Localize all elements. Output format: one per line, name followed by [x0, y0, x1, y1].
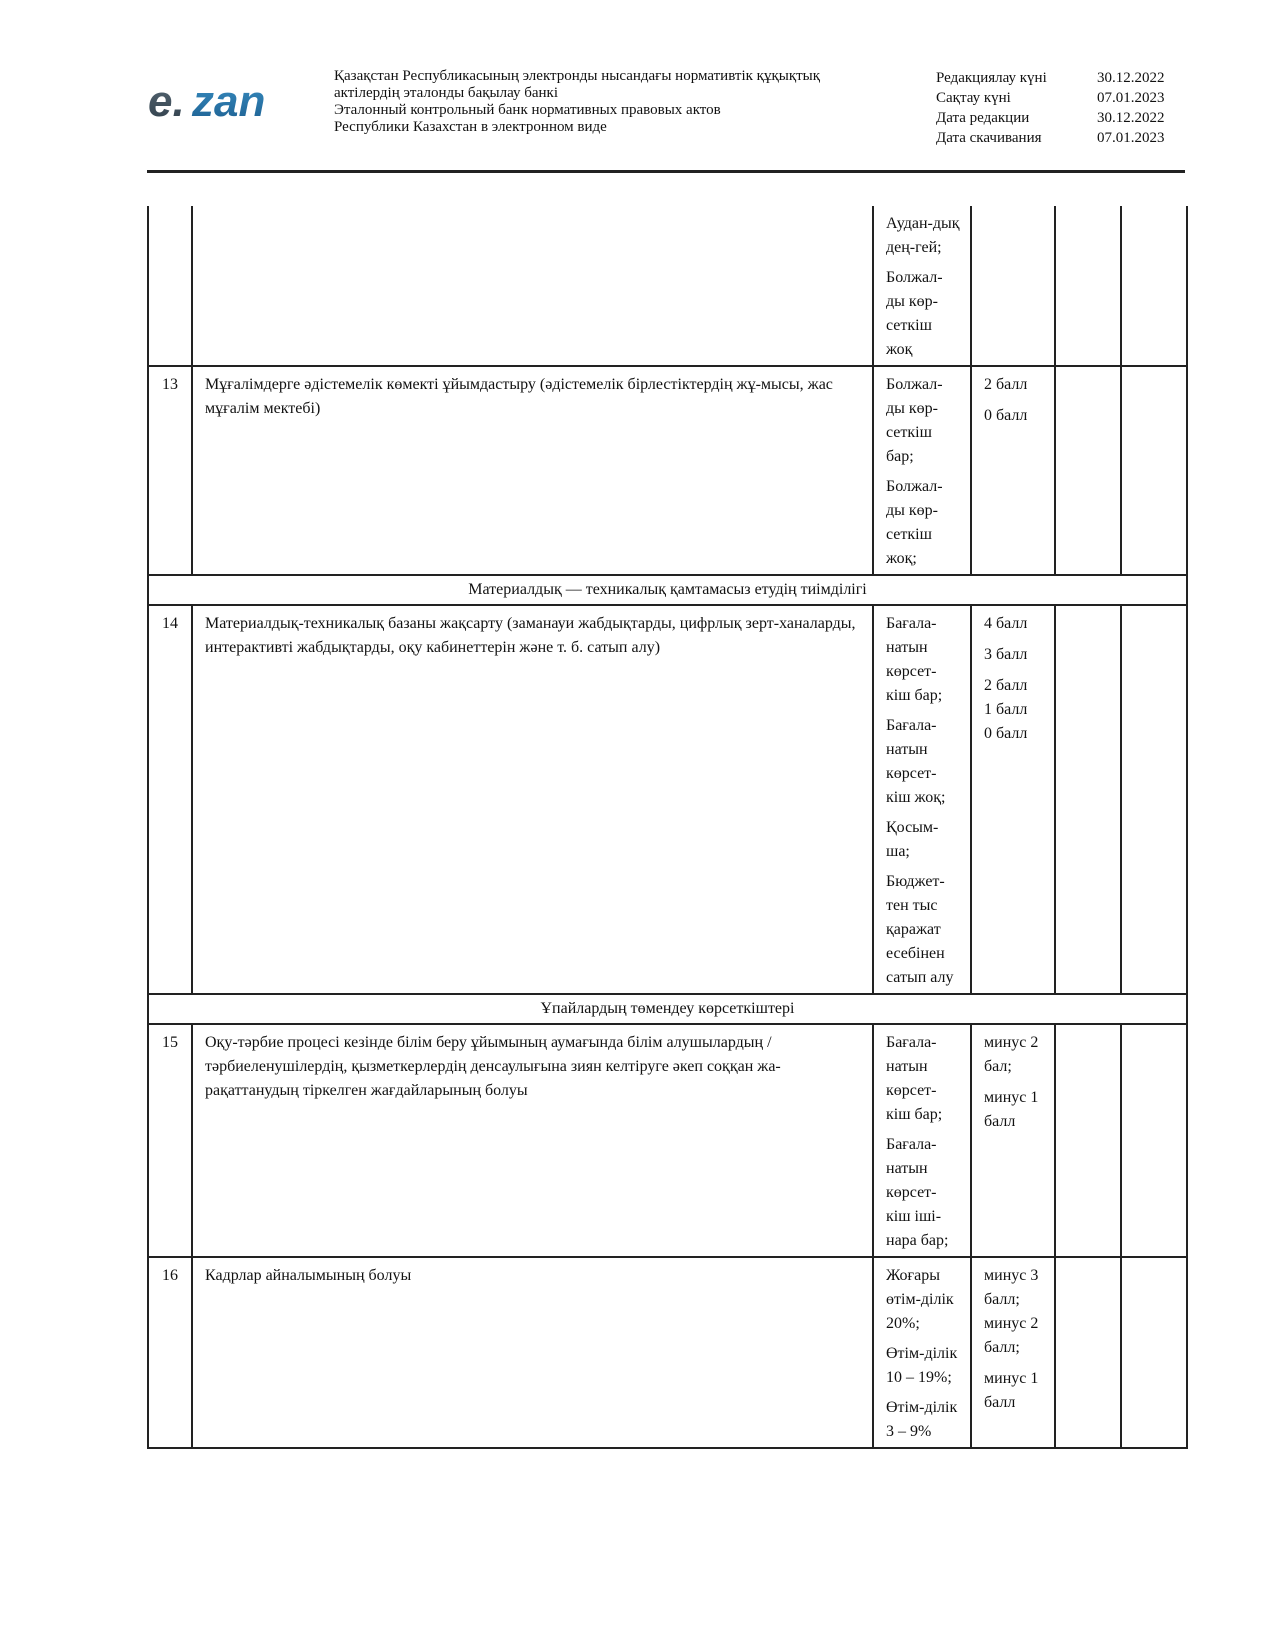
- table-row: [148, 366, 1187, 575]
- meta-row: [936, 108, 1165, 128]
- score: 2 балл: [984, 376, 1028, 393]
- header-meta: [936, 68, 1165, 148]
- descriptor: Бағала-натын көрсет-кіш ішi-нара бар;: [886, 1136, 949, 1249]
- meta-row: [936, 68, 1165, 88]
- meta-row: [936, 128, 1165, 148]
- cell-indicator: Кадрлар айналымының болуы: [192, 1257, 873, 1448]
- meta-label: Редакциялау күні: [936, 70, 1047, 86]
- cell-num: [148, 206, 192, 366]
- cell-descriptors: [873, 1257, 971, 1448]
- meta-label: Сақтау күні: [936, 90, 1011, 106]
- descriptor: Болжал-ды көр-сеткіш жоқ;: [886, 478, 943, 567]
- cell-empty: [1055, 1024, 1121, 1257]
- header-title: [334, 68, 820, 136]
- header-line-3: Эталонный контрольный банк нормативных правовых актов: [334, 102, 721, 118]
- score: минус 3 балл; минус 2 балл;: [984, 1267, 1039, 1356]
- score: минус 1 балл: [984, 1370, 1039, 1411]
- criteria-table: [147, 206, 1186, 1449]
- meta-value: 30.12.2022: [1097, 70, 1165, 86]
- cell-scores: [971, 366, 1055, 575]
- score: 3 балл: [984, 646, 1028, 663]
- descriptor: Болжал-ды көр-сеткіш бар;: [886, 376, 943, 465]
- score: 0 балл: [984, 725, 1028, 742]
- cell-scores: [971, 605, 1055, 994]
- meta-label: Дата скачивания: [936, 130, 1042, 146]
- section-row: [148, 575, 1187, 605]
- section-title-penalty: Ұпайлардың төмендеу көрсеткіштері: [148, 994, 1187, 1024]
- cell-empty: [1055, 605, 1121, 994]
- header-line-1: Қазақстан Республикасының электронды нысандағы нормативтік құқықтық: [334, 68, 821, 84]
- descriptor: Жоғары өтім-ділік 20%;: [886, 1267, 954, 1332]
- cell-num: 16: [148, 1257, 192, 1448]
- descriptor: Бағала-натын көрсет-кіш бар;: [886, 615, 943, 704]
- section-row: [148, 994, 1187, 1024]
- score: 0 балл: [984, 407, 1028, 424]
- descriptor: Аудан-дық дең-гей;: [886, 215, 960, 256]
- ezan-logo: [148, 78, 298, 126]
- descriptor: Болжал-ды көр-сеткіш жоқ: [886, 269, 943, 358]
- cell-empty: [1121, 366, 1187, 575]
- svg-text:zan: zan: [192, 78, 266, 126]
- cell-num: 13: [148, 366, 192, 575]
- table-row: [148, 1024, 1187, 1257]
- cell-empty: [1121, 605, 1187, 994]
- descriptor: Бюджет-тен тыс қаражат есебінен сатып алу: [886, 873, 954, 986]
- score: минус 2 бал;: [984, 1034, 1039, 1075]
- score: 2 балл: [984, 677, 1028, 694]
- table-row-continuation: [148, 206, 1187, 366]
- table-row: [148, 605, 1187, 994]
- score: минус 1 балл: [984, 1089, 1039, 1130]
- descriptor: Қосым-ша;: [886, 819, 939, 860]
- cell-empty: [1121, 1024, 1187, 1257]
- header-line-4: Республики Казахстан в электронном виде: [334, 119, 607, 135]
- score: 4 балл: [984, 615, 1028, 632]
- cell-empty: [1121, 206, 1187, 366]
- header-divider: [147, 170, 1185, 173]
- cell-indicator: [192, 206, 873, 366]
- cell-descriptors: [873, 206, 971, 366]
- score: 1 балл: [984, 701, 1028, 718]
- svg-text:e.: e.: [148, 78, 185, 126]
- cell-empty: [1055, 1257, 1121, 1448]
- descriptor: Бағала-натын көрсет-кіш бар;: [886, 1034, 943, 1123]
- cell-empty: [1055, 206, 1121, 366]
- cell-num: 14: [148, 605, 192, 994]
- section-title-material: Материалдық — техникалық қамтамасыз етудің тиімділігі: [148, 575, 1187, 605]
- meta-value: 07.01.2023: [1097, 130, 1165, 146]
- cell-empty: [1121, 1257, 1187, 1448]
- cell-num: 15: [148, 1024, 192, 1257]
- cell-indicator: Материалдық-техникалық базаны жақсарту (заманауи жабдықтарды, цифрлық зерт-ханаларды, интерактивті жабдықтарды, оқу кабинеттерін және т. б. сатып алу): [192, 605, 873, 994]
- meta-label: Дата редакции: [936, 110, 1030, 126]
- cell-scores: [971, 1024, 1055, 1257]
- meta-value: 30.12.2022: [1097, 110, 1165, 126]
- descriptor: Өтім-ділік 3 – 9%: [886, 1399, 958, 1440]
- cell-indicator: Оқу-тәрбие процесі кезінде білім беру ұйымының аумағында білім алушылардың /тәрбиеленушілердің, қызметкерлердің денсаулығына зиян келтіруге әкеп соққан жа-рақаттанудың тіркелген жағдайларының болуы: [192, 1024, 873, 1257]
- cell-scores: [971, 206, 1055, 366]
- cell-descriptors: [873, 366, 971, 575]
- meta-value: 07.01.2023: [1097, 90, 1165, 106]
- descriptor: Өтім-ділік 10 – 19%;: [886, 1345, 958, 1386]
- header-line-2: актілердің эталонды бақылау банкі: [334, 85, 558, 101]
- cell-descriptors: [873, 605, 971, 994]
- cell-empty: [1055, 366, 1121, 575]
- meta-row: [936, 88, 1165, 108]
- cell-scores: [971, 1257, 1055, 1448]
- descriptor: Бағала-натын көрсет-кіш жоқ;: [886, 717, 946, 806]
- cell-descriptors: [873, 1024, 971, 1257]
- table-row: [148, 1257, 1187, 1448]
- cell-indicator: Мұғалімдерге әдістемелік көмекті ұйымдастыру (әдістемелік бірлестіктердің жұ-мысы, жас мұғалім мектебі): [192, 366, 873, 575]
